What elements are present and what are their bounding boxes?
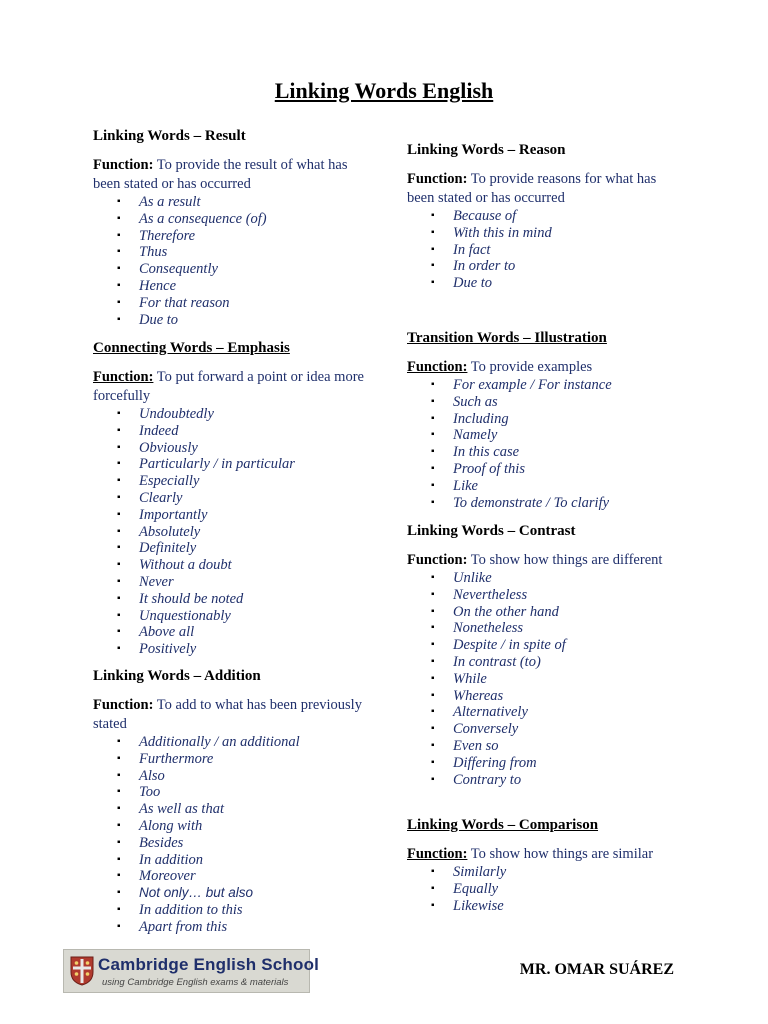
bullet-icon: ▪ [117,196,121,207]
list-item [93,835,368,852]
list-item-text: Conversely [453,721,519,738]
function-label: Function: [93,157,154,173]
list-item [407,772,677,789]
bullet-icon: ▪ [431,243,435,255]
list-item-text: Importantly [139,506,208,523]
list-item [93,456,368,473]
bullet-icon: ▪ [117,836,121,848]
function-text: To provide examples [470,359,593,375]
bullet-icon: ▪ [431,277,435,289]
document-title: Linking Words English [274,78,494,103]
list-item [93,295,368,312]
list-item-text: Undoubtedly [139,406,214,422]
list-item-text: On the other hand [453,603,559,620]
bullet-icon: ▪ [431,706,435,718]
list-item-text: Due to [453,275,493,292]
list-item [407,604,677,621]
bullet-icon: ▪ [117,542,121,554]
bullet-icon: ▪ [117,575,121,587]
bullet-icon: ▪ [117,212,121,224]
list-item-text: Additionally / an additional [139,734,300,750]
bullet-icon: ▪ [431,672,435,684]
list-item-text: Similarly [453,864,507,880]
section-heading: Transition Words – Illustration [407,330,607,346]
list-item [93,574,368,591]
list-item-text: Nevertheless [453,586,528,603]
list-item-text: Whereas [453,687,504,704]
section-heading: Linking Words – Contrast [407,523,576,539]
bullet-icon: ▪ [117,786,121,798]
list-item-text: Along with [139,817,203,834]
section-heading: Linking Words – Result [93,128,246,144]
function-text: To show how things are different [470,552,663,568]
list-item-text: Clearly [139,489,183,506]
logo-tagline: using Cambridge English exams & materials [102,977,289,988]
bullet-icon: ▪ [431,395,435,407]
bullet-icon: ▪ [117,424,121,436]
bullet-icon: ▪ [117,441,121,453]
list-item-text: Especially [139,473,200,490]
word-list [407,377,677,511]
bullet-icon: ▪ [117,752,121,764]
list-item-text: Differing from [453,754,537,771]
list-item-text: Consequently [139,261,218,278]
list-item [407,427,677,444]
function-label: Function: [407,359,468,375]
function-label: Function: [407,552,468,568]
list-item-text: In addition [139,851,204,868]
list-item-text: In this case [453,444,520,461]
bullet-icon: ▪ [431,462,435,474]
list-item-text: Never [139,573,174,590]
list-item-text: Despite / in spite of [453,637,566,654]
section-heading: Linking Words – Reason [407,142,566,158]
bullet-icon: ▪ [117,229,121,241]
bullet-icon: ▪ [431,572,435,583]
list-item [93,440,368,457]
bullet-icon: ▪ [117,819,121,831]
section-comparison [407,816,677,914]
section-heading: Linking Words – Addition [93,668,261,684]
function-text: To put forward a point or idea more forcefully [93,369,364,404]
list-item [93,818,368,835]
word-list [93,194,368,328]
list-item [93,244,368,261]
list-item-text: Because of [453,208,517,224]
list-item-text: It should be noted [139,590,244,607]
bullet-icon: ▪ [117,246,121,258]
list-item [93,473,368,490]
bullet-icon: ▪ [117,643,121,655]
word-list [407,864,677,914]
bullet-icon: ▪ [431,446,435,458]
list-item [407,478,677,495]
list-item [93,885,368,902]
function-description [407,170,677,208]
bullet-icon: ▪ [431,773,435,785]
list-item-text: In fact [453,241,491,258]
list-item [407,898,677,915]
list-item [93,524,368,541]
bullet-icon: ▪ [117,525,121,537]
list-item [93,641,368,658]
function-description [407,551,677,570]
bullet-icon: ▪ [431,756,435,768]
function-label: Function: [93,697,154,713]
bullet-icon: ▪ [431,479,435,491]
function-description [407,845,677,864]
list-item-text: In contrast (to) [453,653,541,670]
function-description [93,156,368,194]
list-item-text: Even so [453,737,499,754]
list-item [93,751,368,768]
list-item [93,784,368,801]
bullet-icon: ▪ [117,313,121,325]
list-item-text: Alternatively [453,704,528,721]
function-label: Function: [93,369,154,385]
bullet-icon: ▪ [431,622,435,634]
bullet-icon: ▪ [117,736,121,747]
list-item-text: Contrary to [453,771,522,788]
list-item [407,411,677,428]
list-item [93,540,368,557]
function-description [407,358,677,377]
list-item [407,755,677,772]
bullet-icon: ▪ [117,508,121,520]
bullet-icon: ▪ [117,408,121,419]
function-text: To show how things are similar [470,846,654,862]
author-name: MR. OMAR SUÁREZ [519,961,674,978]
bullet-icon: ▪ [431,605,435,617]
list-item-text: Furthermore [139,750,214,767]
list-item-text: Like [453,477,478,494]
list-item-text: Equally [453,880,499,897]
list-item-text: Therefore [139,227,196,244]
list-item [407,721,677,738]
list-item-text: Besides [139,834,184,851]
list-item [407,208,677,225]
list-item [407,225,677,242]
bullet-icon: ▪ [117,626,121,638]
list-item-text: In order to [453,258,516,275]
section-heading: Linking Words – Comparison [407,817,599,833]
list-item-text: Not only… but also [139,885,254,901]
section-contrast [407,522,677,788]
list-item [93,852,368,869]
list-item-text: Likewise [453,897,504,914]
list-item-text: Thus [139,244,168,261]
list-item-text: As a result [139,194,201,210]
list-item [93,591,368,608]
list-item [93,211,368,228]
list-item [93,919,368,936]
list-item-text: While [453,670,487,687]
list-item-text: Namely [453,427,498,444]
list-item-text: Due to [139,311,179,328]
word-list [407,208,677,292]
bullet-icon: ▪ [431,739,435,751]
section-reason [407,141,677,292]
word-list [407,570,677,788]
section-heading: Connecting Words – Emphasis [93,340,290,356]
word-list [93,734,368,936]
list-item-text: For example / For instance [453,377,612,393]
list-item-text: Indeed [139,422,179,439]
list-item-text: For that reason [139,294,230,311]
list-item [407,881,677,898]
school-logo [63,949,320,993]
bullet-icon: ▪ [117,458,121,470]
list-item-text: Above all [139,624,195,641]
list-item-text: Absolutely [139,523,201,540]
bullet-icon: ▪ [431,866,435,877]
list-item [407,242,677,259]
bullet-icon: ▪ [431,379,435,390]
bullet-icon: ▪ [431,210,435,221]
bullet-icon: ▪ [117,920,121,932]
list-item [407,394,677,411]
list-item-text: As a consequence (of) [139,210,267,227]
bullet-icon: ▪ [117,853,121,865]
word-list [93,406,368,658]
list-item [407,654,677,671]
list-item-text: With this in mind [453,224,552,241]
bullet-icon: ▪ [431,689,435,701]
bullet-icon: ▪ [431,899,435,911]
bullet-icon: ▪ [117,296,121,308]
list-item [407,377,677,394]
bullet-icon: ▪ [431,429,435,441]
list-item [93,228,368,245]
list-item-text: As well as that [139,801,224,818]
list-item [407,587,677,604]
list-item-text: Including [453,410,509,427]
list-item [407,275,677,292]
bullet-icon: ▪ [117,870,121,882]
bullet-icon: ▪ [431,639,435,651]
list-item-text: Definitely [139,540,197,557]
list-item [93,406,368,423]
list-item-text: Nonetheless [453,620,524,637]
list-item [93,261,368,278]
section-illustration [407,329,677,511]
list-item [407,258,677,275]
list-item-text: To demonstrate / To clarify [453,494,610,511]
list-item [407,495,677,512]
list-item-text: Apart from this [139,918,228,935]
list-item-text: Unlike [453,570,492,586]
list-item [93,490,368,507]
bullet-icon: ▪ [117,887,121,899]
list-item [93,278,368,295]
function-text: To provide the result of what has been stated or has occurred [93,157,348,192]
list-item [93,194,368,211]
list-item-text: Positively [139,641,197,658]
list-item [93,624,368,641]
list-item [93,423,368,440]
list-item [93,801,368,818]
function-label: Function: [407,846,468,862]
list-item [407,704,677,721]
section-addition [93,667,368,936]
list-item [93,868,368,885]
bullet-icon: ▪ [117,592,121,604]
list-item-text: Unquestionably [139,607,231,624]
section-emphasis [93,339,368,658]
list-item [93,312,368,329]
bullet-icon: ▪ [431,882,435,894]
bullet-icon: ▪ [117,475,121,487]
list-item [93,608,368,625]
list-item [407,620,677,637]
list-item [93,902,368,919]
list-item-text: In addition to this [139,901,243,918]
bullet-icon: ▪ [117,803,121,815]
list-item [407,864,677,881]
list-item-text: Too [139,784,161,801]
bullet-icon: ▪ [117,769,121,781]
list-item-text: Such as [453,393,498,410]
function-description [93,368,368,406]
list-item-text: Proof of this [453,460,525,477]
bullet-icon: ▪ [117,559,121,571]
bullet-icon: ▪ [431,588,435,600]
list-item [407,671,677,688]
bullet-icon: ▪ [117,609,121,621]
list-item-text: Without a doubt [139,557,232,574]
list-item [93,768,368,785]
function-text: To add to what has been previously stated [93,697,362,732]
list-item [407,444,677,461]
bullet-icon: ▪ [431,226,435,238]
bullet-icon: ▪ [117,279,121,291]
bullet-icon: ▪ [431,723,435,735]
list-item [407,461,677,478]
list-item [93,557,368,574]
crest-icon [70,956,94,986]
bullet-icon: ▪ [117,903,121,915]
list-item [407,688,677,705]
list-item-text: Obviously [139,439,198,456]
bullet-icon: ▪ [431,496,435,508]
list-item [407,738,677,755]
list-item-text: Particularly / in particular [139,456,295,473]
list-item-text: Moreover [139,868,196,885]
function-description [93,696,368,734]
bullet-icon: ▪ [117,491,121,503]
logo-name: Cambridge English School [98,955,320,974]
list-item-text: Also [139,767,165,784]
bullet-icon: ▪ [117,263,121,275]
list-item [407,570,677,587]
function-label: Function: [407,171,468,187]
bullet-icon: ▪ [431,260,435,272]
section-result [93,127,368,328]
list-item-text: Hence [139,277,177,294]
bullet-icon: ▪ [431,655,435,667]
bullet-icon: ▪ [431,412,435,424]
list-item [407,637,677,654]
list-item [93,507,368,524]
function-text: To provide reasons for what has been stated or has occurred [407,171,657,206]
list-item [93,734,368,751]
